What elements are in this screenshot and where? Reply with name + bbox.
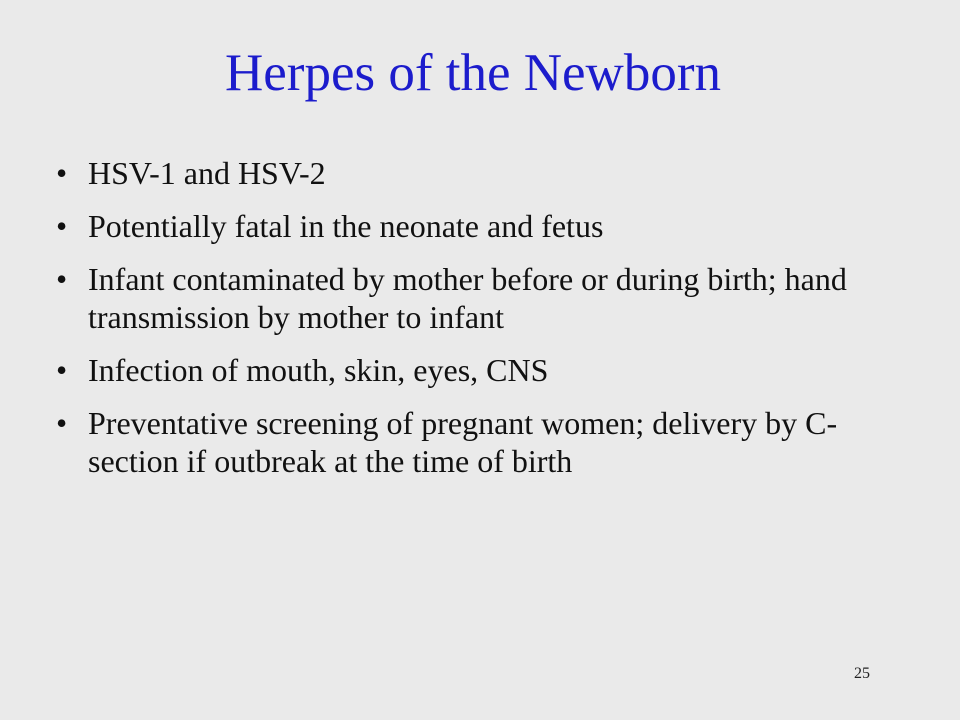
bullet-marker: • xyxy=(56,155,68,191)
bullet-item xyxy=(56,154,876,192)
bullet-list xyxy=(56,154,876,495)
bullet-marker: • xyxy=(56,405,68,441)
bullet-marker: • xyxy=(56,352,68,388)
bullet-text: Potentially fatal in the neonate and fetus xyxy=(88,208,604,244)
bullet-text: Preventative screening of pregnant women; delivery by C-section if outbreak at the time of birth xyxy=(88,405,838,479)
slide-title: Herpes of the Newborn xyxy=(225,44,721,102)
bullet-text: Infection of mouth, skin, eyes, CNS xyxy=(88,352,549,388)
bullet-item xyxy=(56,207,876,245)
bullet-marker: • xyxy=(56,208,68,244)
bullet-text: HSV-1 and HSV-2 xyxy=(88,155,326,191)
page-number: 25 xyxy=(854,665,870,682)
bullet-text: Infant contaminated by mother before or during birth; hand transmission by mother to infant xyxy=(88,261,847,335)
bullet-item xyxy=(56,260,876,336)
bullet-item xyxy=(56,351,876,389)
bullet-item xyxy=(56,404,876,480)
bullet-marker: • xyxy=(56,261,68,297)
